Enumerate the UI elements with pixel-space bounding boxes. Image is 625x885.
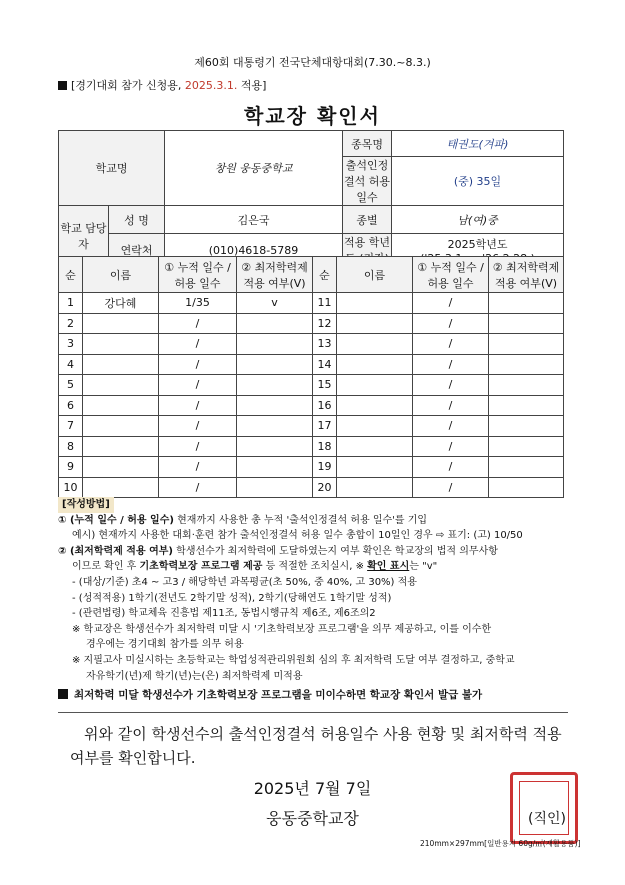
division-value: 남(여)중 bbox=[392, 206, 564, 234]
roster-cell-min bbox=[237, 395, 313, 416]
event-name-label: 종목명 bbox=[343, 131, 392, 157]
warning-text: 최저학력 미달 학생선수가 기초학력보장 프로그램을 미이수하면 학교장 확인서 발급 불가 bbox=[74, 689, 483, 702]
instruction-line: - (성적적용) 1학기(전년도 2학기말 성적), 2학기(당해연도 1학기말 성적) bbox=[72, 592, 392, 604]
roster-cell-no: 4 bbox=[59, 354, 83, 375]
usage-note bbox=[58, 77, 266, 93]
instruction-text: 현재까지 사용한 총 누적 '출석인정결석 허용 일수'를 기입 bbox=[173, 514, 428, 526]
instruction-line: - (관련법령) 학교체육 진흥법 제11조, 동법시행규칙 제6조, 제6조의2 bbox=[72, 608, 376, 620]
roster-cell-no: 5 bbox=[59, 375, 83, 396]
manager-label: 학교 담당자 bbox=[59, 206, 109, 267]
roster-cell-min bbox=[489, 477, 564, 498]
instruction-line bbox=[58, 559, 578, 575]
roster-cell-name: 강다혜 bbox=[83, 293, 159, 314]
student-roster-table bbox=[58, 256, 564, 498]
roster-cell-no: 1 bbox=[59, 293, 83, 314]
roster-cell-no: 13 bbox=[313, 334, 337, 355]
table-row bbox=[59, 334, 564, 355]
principal-signature: 웅동중학교장 bbox=[266, 809, 359, 828]
roster-cell-days: / bbox=[413, 395, 489, 416]
roster-cell-min bbox=[237, 354, 313, 375]
instruction-line: ※ 지필고사 미실시하는 초등학교는 학업성적관리위원회 심의 후 최저학력 도달 여부 결정하고, 중학교 bbox=[72, 654, 515, 666]
roster-cell-days: / bbox=[159, 334, 237, 355]
roster-cell-no: 9 bbox=[59, 457, 83, 478]
instruction-text: 는 "v" bbox=[409, 561, 438, 573]
roster-cell-no: 2 bbox=[59, 313, 83, 334]
roster-cell-name bbox=[83, 457, 159, 478]
roster-cell-name bbox=[337, 457, 413, 478]
roster-cell-days: / bbox=[159, 436, 237, 457]
roster-cell-min bbox=[237, 375, 313, 396]
roster-cell-days: / bbox=[413, 354, 489, 375]
instruction-bold: ① (누적 일수 / 허용 일수) bbox=[58, 514, 174, 526]
roster-cell-min bbox=[489, 457, 564, 478]
roster-body bbox=[59, 293, 564, 498]
instruction-underline: 확인 표시 bbox=[367, 561, 410, 573]
table-row bbox=[59, 395, 564, 416]
event-title: 제60회 대통령기 전국단체대항대회(7.30.~8.3.) bbox=[194, 56, 431, 69]
roster-cell-no: 7 bbox=[59, 416, 83, 437]
roster-cell-name bbox=[337, 293, 413, 314]
roster-cell-min bbox=[237, 416, 313, 437]
instruction-bold: ② (최저학력제 적용 여부) bbox=[58, 545, 173, 557]
roster-header-min: ② 최저학력제 적용 여부(V) bbox=[489, 257, 564, 293]
manager-name-value: 김은국 bbox=[165, 206, 343, 234]
instruction-line bbox=[58, 513, 578, 529]
roster-cell-no: 14 bbox=[313, 354, 337, 375]
roster-cell-name bbox=[83, 436, 159, 457]
roster-cell-no: 10 bbox=[59, 477, 83, 498]
usage-note-prefix: [경기대회 참가 신청용, bbox=[71, 79, 182, 92]
roster-cell-min bbox=[489, 313, 564, 334]
divider bbox=[58, 712, 568, 713]
roster-header-no: 순 bbox=[313, 257, 337, 293]
roster-cell-min bbox=[237, 334, 313, 355]
instruction-line: - (대상/기준) 초4 ~ 고3 / 해당학년 과목평균(초 50%, 중 40%, 고 30%) 적용 bbox=[72, 576, 417, 588]
instructions-section bbox=[58, 497, 578, 704]
paper-spec: 210mm×297mm[일반용지 60g/㎡(재활용품)] bbox=[420, 839, 581, 848]
instruction-text: 이므로 확인 후 bbox=[72, 561, 140, 573]
roster-cell-name bbox=[83, 334, 159, 355]
usage-note-date: 2025.3.1. bbox=[184, 79, 238, 92]
table-row bbox=[59, 457, 564, 478]
school-name-value: 창원 웅동중학교 bbox=[165, 131, 343, 206]
roster-header-days: ① 누적 일수 / 허용 일수 bbox=[159, 257, 237, 293]
roster-cell-min bbox=[489, 416, 564, 437]
roster-cell-days: / bbox=[413, 313, 489, 334]
roster-cell-name bbox=[83, 416, 159, 437]
roster-cell-name bbox=[337, 416, 413, 437]
roster-cell-name bbox=[337, 354, 413, 375]
roster-cell-days: / bbox=[159, 395, 237, 416]
seal-label: (직인) bbox=[528, 811, 566, 827]
document-date: 2025년 7월 7일 bbox=[253, 779, 372, 798]
roster-cell-name bbox=[83, 395, 159, 416]
table-row bbox=[59, 416, 564, 437]
roster-header-name: 이름 bbox=[337, 257, 413, 293]
roster-cell-no: 3 bbox=[59, 334, 83, 355]
period-label: 적용 학년 bbox=[343, 234, 392, 267]
roster-cell-days: / bbox=[413, 375, 489, 396]
roster-header-min: ② 최저학력제 적용 여부(V) bbox=[237, 257, 313, 293]
roster-cell-days: / bbox=[413, 477, 489, 498]
roster-cell-no: 19 bbox=[313, 457, 337, 478]
warning-line bbox=[58, 688, 578, 704]
instruction-line: 경우에는 경기대회 참가를 의무 허용 bbox=[86, 639, 244, 651]
roster-cell-days: / bbox=[159, 457, 237, 478]
checkbox-icon bbox=[58, 689, 68, 699]
roster-cell-min bbox=[489, 293, 564, 314]
roster-cell-name bbox=[83, 354, 159, 375]
roster-cell-days: / bbox=[159, 313, 237, 334]
roster-cell-no: 11 bbox=[313, 293, 337, 314]
instructions-label: [작성방법] bbox=[58, 497, 114, 513]
roster-cell-min bbox=[237, 313, 313, 334]
manager-name-label: 성 명 bbox=[109, 206, 165, 234]
roster-cell-name bbox=[337, 313, 413, 334]
roster-cell-name bbox=[337, 375, 413, 396]
event-name-value: 태권도(겨파) bbox=[392, 131, 564, 157]
roster-cell-no: 12 bbox=[313, 313, 337, 334]
roster-cell-min bbox=[237, 436, 313, 457]
instruction-line bbox=[58, 544, 578, 560]
roster-cell-min: v bbox=[237, 293, 313, 314]
table-row bbox=[59, 313, 564, 334]
roster-header-name: 이름 bbox=[83, 257, 159, 293]
manager-contact-label: 연락처 bbox=[109, 234, 165, 267]
roster-cell-days: / bbox=[413, 416, 489, 437]
instruction-text: 학생선수가 최저학력에 도달하였는지 여부 확인은 학교장의 법적 의무사항 bbox=[173, 545, 498, 557]
roster-cell-no: 8 bbox=[59, 436, 83, 457]
period-year: 2025학년도 bbox=[447, 237, 508, 251]
roster-cell-no: 17 bbox=[313, 416, 337, 437]
roster-cell-min bbox=[237, 477, 313, 498]
roster-cell-days: / bbox=[159, 375, 237, 396]
roster-cell-name bbox=[337, 395, 413, 416]
roster-cell-min bbox=[489, 395, 564, 416]
roster-cell-min bbox=[489, 375, 564, 396]
roster-cell-days: / bbox=[159, 354, 237, 375]
table-row bbox=[59, 375, 564, 396]
school-name-label: 학교명 bbox=[59, 131, 165, 206]
roster-cell-days: / bbox=[413, 334, 489, 355]
manager-contact-value: (010)4618-5789 bbox=[165, 234, 343, 267]
roster-cell-no: 16 bbox=[313, 395, 337, 416]
roster-cell-days: / bbox=[413, 457, 489, 478]
instruction-text: 등 적절한 조치실시, ※ bbox=[262, 561, 368, 573]
roster-cell-no: 15 bbox=[313, 375, 337, 396]
absence-days-value: (중) 35일 bbox=[392, 157, 564, 206]
roster-cell-name bbox=[83, 375, 159, 396]
roster-cell-min bbox=[489, 334, 564, 355]
roster-cell-name bbox=[337, 477, 413, 498]
roster-cell-days: 1/35 bbox=[159, 293, 237, 314]
roster-header-no: 순 bbox=[59, 257, 83, 293]
roster-cell-min bbox=[237, 457, 313, 478]
roster-cell-name bbox=[337, 436, 413, 457]
table-row bbox=[59, 354, 564, 375]
school-info-table bbox=[58, 130, 564, 267]
roster-cell-days: / bbox=[413, 436, 489, 457]
table-row bbox=[59, 293, 564, 314]
roster-cell-min bbox=[489, 436, 564, 457]
roster-cell-name bbox=[337, 334, 413, 355]
roster-cell-name bbox=[83, 477, 159, 498]
table-row bbox=[59, 436, 564, 457]
roster-cell-days: / bbox=[159, 416, 237, 437]
instruction-line: 자유학기(년)제 학기(년)는(은) 최저학력제 미적용 bbox=[86, 670, 303, 682]
roster-header-days: ① 누적 일수 / 허용 일수 bbox=[413, 257, 489, 293]
roster-cell-no: 18 bbox=[313, 436, 337, 457]
absence-days-label: 출석인정결석 허용 일수 bbox=[343, 157, 392, 206]
document-title: 학교장 확인서 bbox=[244, 104, 381, 128]
instruction-line: 예시) 현재까지 사용한 대회·훈련 참가 출석인정결석 허용 일수 총합이 10일인 경우 ⇨ 표기: (고) 10/50 bbox=[72, 530, 523, 542]
instruction-bold: 기초학력보장 프로그램 제공 bbox=[139, 561, 263, 573]
confirmation-text: 위와 같이 학생선수의 출석인정결석 허용일수 사용 현황 및 최저학력 적용 여부를 확인합니다. bbox=[70, 725, 562, 767]
instruction-line: ※ 학교장은 학생선수가 최저학력 미달 시 '기초학력보장 프로그램'을 의무 제공하고, 이를 이수한 bbox=[72, 623, 492, 635]
roster-cell-days: / bbox=[159, 477, 237, 498]
square-bullet-icon bbox=[58, 81, 67, 90]
roster-cell-days: / bbox=[413, 293, 489, 314]
roster-cell-no: 20 bbox=[313, 477, 337, 498]
division-label: 종별 bbox=[343, 206, 392, 234]
roster-cell-name bbox=[83, 313, 159, 334]
roster-cell-no: 6 bbox=[59, 395, 83, 416]
table-row bbox=[59, 477, 564, 498]
roster-cell-min bbox=[489, 354, 564, 375]
usage-note-suffix: 적용] bbox=[240, 79, 267, 92]
